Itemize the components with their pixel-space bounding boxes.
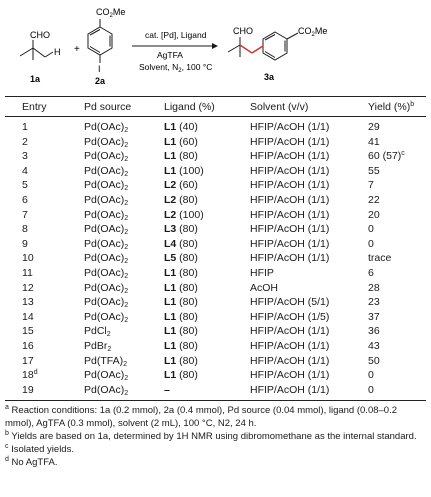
- cell-entry: 19: [22, 383, 34, 396]
- reactant-1a-structure: [20, 40, 53, 60]
- plus-sign: +: [74, 44, 80, 55]
- reaction-scheme: [0, 0, 431, 92]
- table-row: [0, 324, 431, 338]
- cell-entry: 18$^d$: [22, 369, 38, 382]
- table-row: [0, 368, 431, 382]
- cell-pd-source: PdBr$_2$: [84, 340, 112, 353]
- cell-pd-source: $Pd(OAc)_2$: [84, 150, 129, 164]
- cell-yield: 37: [368, 310, 380, 323]
- product-3a-ester: $CO_2Me$: [298, 26, 328, 38]
- cell-pd-source: $Pd(OAc)_2$: [84, 179, 129, 193]
- cell-solvent: HFIP/AcOH (1/1): [250, 354, 330, 367]
- cell-pd-source: $Pd(OAc)_2$: [84, 223, 129, 237]
- cell-entry: 16: [22, 340, 34, 352]
- cell-pd-source: $Pd(OAc)_2$: [84, 194, 129, 207]
- cell-solvent: AcOH: [250, 281, 279, 294]
- table-row: [0, 310, 431, 324]
- cell-solvent: HFIP/AcOH (1/1): [250, 369, 330, 382]
- cell-yield: trace: [368, 252, 392, 265]
- cell-solvent: HFIP/AcOH (1/1): [250, 121, 330, 133]
- cell-yield: 0: [368, 383, 374, 396]
- reactant-1a-label: 1a: [30, 74, 41, 84]
- footnote-d: $^d$ No AgTFA.: [5, 456, 58, 468]
- cell-solvent: HFIP/AcOH (1/1): [250, 208, 330, 221]
- cell-entry: 3: [22, 150, 28, 163]
- table-row: [0, 222, 431, 236]
- cell-ligand: –: [164, 383, 170, 396]
- reaction-arrow-head: [212, 43, 218, 49]
- cell-pd-source: $Pd(OAc)_2$: [84, 208, 129, 222]
- table-row: [0, 135, 431, 149]
- cell-pd-source: $Pd(OAc)_2$: [84, 121, 129, 134]
- cell-solvent: HFIP/AcOH (1/1): [250, 135, 330, 148]
- cell-entry: 17: [22, 354, 34, 367]
- cell-entry: 14: [22, 310, 34, 323]
- product-3a-label: 3a: [264, 72, 275, 82]
- cell-yield: 7: [368, 179, 374, 192]
- condition-catalyst: cat. [Pd], Ligand: [145, 30, 207, 40]
- table-row: [0, 251, 431, 265]
- cell-yield: 29: [368, 121, 380, 133]
- cell-solvent: HFIP/AcOH (1/5): [250, 310, 330, 323]
- header-yield: Yield (%)$^b$: [368, 101, 415, 113]
- reactant-1a-aldehyde: CHO: [30, 30, 50, 40]
- cell-entry: 11: [22, 267, 33, 279]
- reactant-1a-hydrogen: H: [54, 47, 61, 57]
- table-row: [0, 178, 431, 192]
- cell-solvent: HFIP/AcOH (1/1): [250, 252, 330, 265]
- cell-ligand: L1 (80): [164, 310, 198, 323]
- cell-yield: 0: [368, 223, 374, 236]
- cell-entry: 7: [22, 208, 28, 221]
- cell-yield: 28: [368, 281, 380, 294]
- cell-ligand: L1 (80): [164, 369, 198, 382]
- cell-yield: 43: [368, 340, 380, 352]
- cell-entry: 10: [22, 252, 34, 265]
- cell-yield: 41: [368, 135, 380, 148]
- table-row: [0, 354, 431, 368]
- table-bottom-rule: [5, 400, 426, 401]
- table-row: [0, 295, 431, 309]
- cell-pd-source: $Pd(OAc)_2$: [84, 296, 129, 310]
- table-top-rule: [5, 96, 426, 97]
- table-row: [0, 339, 431, 353]
- cell-solvent: HFIP/AcOH (1/1): [250, 325, 330, 338]
- cell-solvent: HFIP: [250, 267, 274, 279]
- reactant-2a-ring: [88, 19, 112, 63]
- cell-ligand: L4 (80): [164, 237, 198, 250]
- product-new-bond-1: [240, 45, 252, 53]
- cell-yield: 0: [368, 369, 374, 382]
- condition-solvent: Solvent, $N_2$, 100 °C: [139, 62, 213, 74]
- cell-yield: 55: [368, 164, 380, 177]
- cell-yield: 50: [368, 354, 380, 367]
- cell-pd-source: $Pd(OAc)_2$: [84, 281, 129, 295]
- cell-ligand: L1 (80): [164, 267, 198, 279]
- table-row: [0, 120, 431, 134]
- table-row: [0, 193, 431, 207]
- cell-pd-source: $Pd(OAc)_2$: [84, 252, 129, 266]
- table-row: [0, 281, 431, 295]
- cell-solvent: HFIP/AcOH (1/1): [250, 164, 330, 177]
- condition-additive: AgTFA: [157, 50, 183, 60]
- cell-ligand: L2 (100): [164, 208, 204, 221]
- cell-pd-source: $Pd(OAc)_2$: [84, 267, 129, 280]
- cell-solvent: HFIP/AcOH (5/1): [250, 296, 330, 309]
- cell-pd-source: $Pd(OAc)_2$: [84, 383, 129, 397]
- cell-entry: 8: [22, 223, 28, 236]
- cell-entry: 2: [22, 135, 28, 148]
- footnote-b: $^b$ Yields are based on 1a, determined by 1H NMR using dibromomethane as the internal standard.: [5, 430, 417, 442]
- cell-solvent: HFIP/AcOH (1/1): [250, 150, 330, 163]
- table-header-rule: [5, 116, 426, 117]
- table-header: [0, 98, 431, 116]
- cell-solvent: HFIP/AcOH (1/1): [250, 194, 330, 206]
- cell-pd-source: $Pd(OAc)_2$: [84, 237, 129, 251]
- product-3a-aldehyde: CHO: [233, 26, 253, 36]
- cell-pd-source: PdCl$_2$: [84, 325, 111, 339]
- table-row: [0, 149, 431, 163]
- cell-yield: 23: [368, 296, 380, 309]
- cell-yield: 22: [368, 194, 380, 206]
- cell-ligand: L1 (80): [164, 325, 198, 338]
- product-new-bond-2: [252, 46, 263, 53]
- cell-ligand: L1 (80): [164, 281, 198, 294]
- header-pd-source: Pd source: [84, 101, 132, 113]
- reactant-2a-label: 2a: [95, 76, 106, 86]
- cell-yield: 60 $(57)^c$: [368, 150, 405, 163]
- cell-ligand: L1 (80): [164, 296, 198, 309]
- cell-ligand: L3 (80): [164, 223, 198, 236]
- cell-solvent: HFIP/AcOH (1/1): [250, 340, 330, 352]
- header-entry: Entry: [22, 101, 47, 113]
- cell-entry: 15: [22, 325, 34, 338]
- cell-ligand: L1 (40): [164, 121, 198, 133]
- cell-pd-source: $Pd(OAc)_2$: [84, 164, 129, 178]
- footnotes: [5, 404, 426, 469]
- footnote-a: $^a$ Reaction conditions: 1a (0.2 mmol), 2a (0.4 mmol), Pd source (0.04 mmol), ligand (0.08–0.2 mmol), AgTFA (0.3 mmol), solvent (2 mL), 100 °C, N2, 24 h.: [5, 404, 398, 429]
- cell-pd-source: $Pd(OAc)_2$: [84, 310, 129, 324]
- cell-ligand: L1 (80): [164, 150, 198, 163]
- cell-yield: 0: [368, 237, 374, 250]
- cell-entry: 1: [22, 121, 28, 133]
- cell-yield: 36: [368, 325, 380, 338]
- cell-ligand: L1 (80): [164, 340, 198, 352]
- cell-entry: 6: [22, 194, 28, 206]
- table-row: [0, 164, 431, 178]
- cell-ligand: L2 (60): [164, 179, 198, 192]
- cell-ligand: L1 (80): [164, 354, 198, 367]
- reaction-scheme-drawing: [0, 0, 431, 92]
- cell-entry: 9: [22, 237, 28, 250]
- cell-ligand: L5 (80): [164, 252, 198, 265]
- cell-yield: 20: [368, 208, 380, 221]
- cell-ligand: L1 (100): [164, 164, 204, 177]
- header-ligand: Ligand (%): [164, 101, 215, 113]
- table-row: [0, 266, 431, 280]
- cell-ligand: L2 (80): [164, 194, 198, 206]
- cell-pd-source: $Pd(OAc)_2$: [84, 135, 129, 149]
- cell-entry: 4: [22, 164, 28, 177]
- cell-solvent: HFIP/AcOH (1/1): [250, 223, 330, 236]
- table-row: [0, 237, 431, 251]
- reactant-2a-iodide: I: [98, 64, 101, 74]
- cell-entry: 13: [22, 296, 34, 309]
- cell-solvent: HFIP/AcOH (1/1): [250, 383, 330, 396]
- cell-entry: 12: [22, 281, 34, 294]
- cell-pd-source: $Pd(TFA)_2$: [84, 354, 127, 368]
- cell-pd-source: $Pd(OAc)_2$: [84, 369, 129, 383]
- reactant-2a-ester: $CO_2Me$: [96, 7, 126, 19]
- cell-entry: 5: [22, 179, 28, 192]
- cell-yield: 6: [368, 267, 374, 279]
- cell-solvent: HFIP/AcOH (1/1): [250, 237, 330, 250]
- cell-ligand: L1 (60): [164, 135, 198, 148]
- table-row: [0, 208, 431, 222]
- table-row: [0, 383, 431, 397]
- footnote-c: $^c$ Isolated yields.: [5, 443, 74, 455]
- cell-solvent: HFIP/AcOH (1/1): [250, 179, 330, 192]
- header-solvent: Solvent (v/v): [250, 101, 309, 113]
